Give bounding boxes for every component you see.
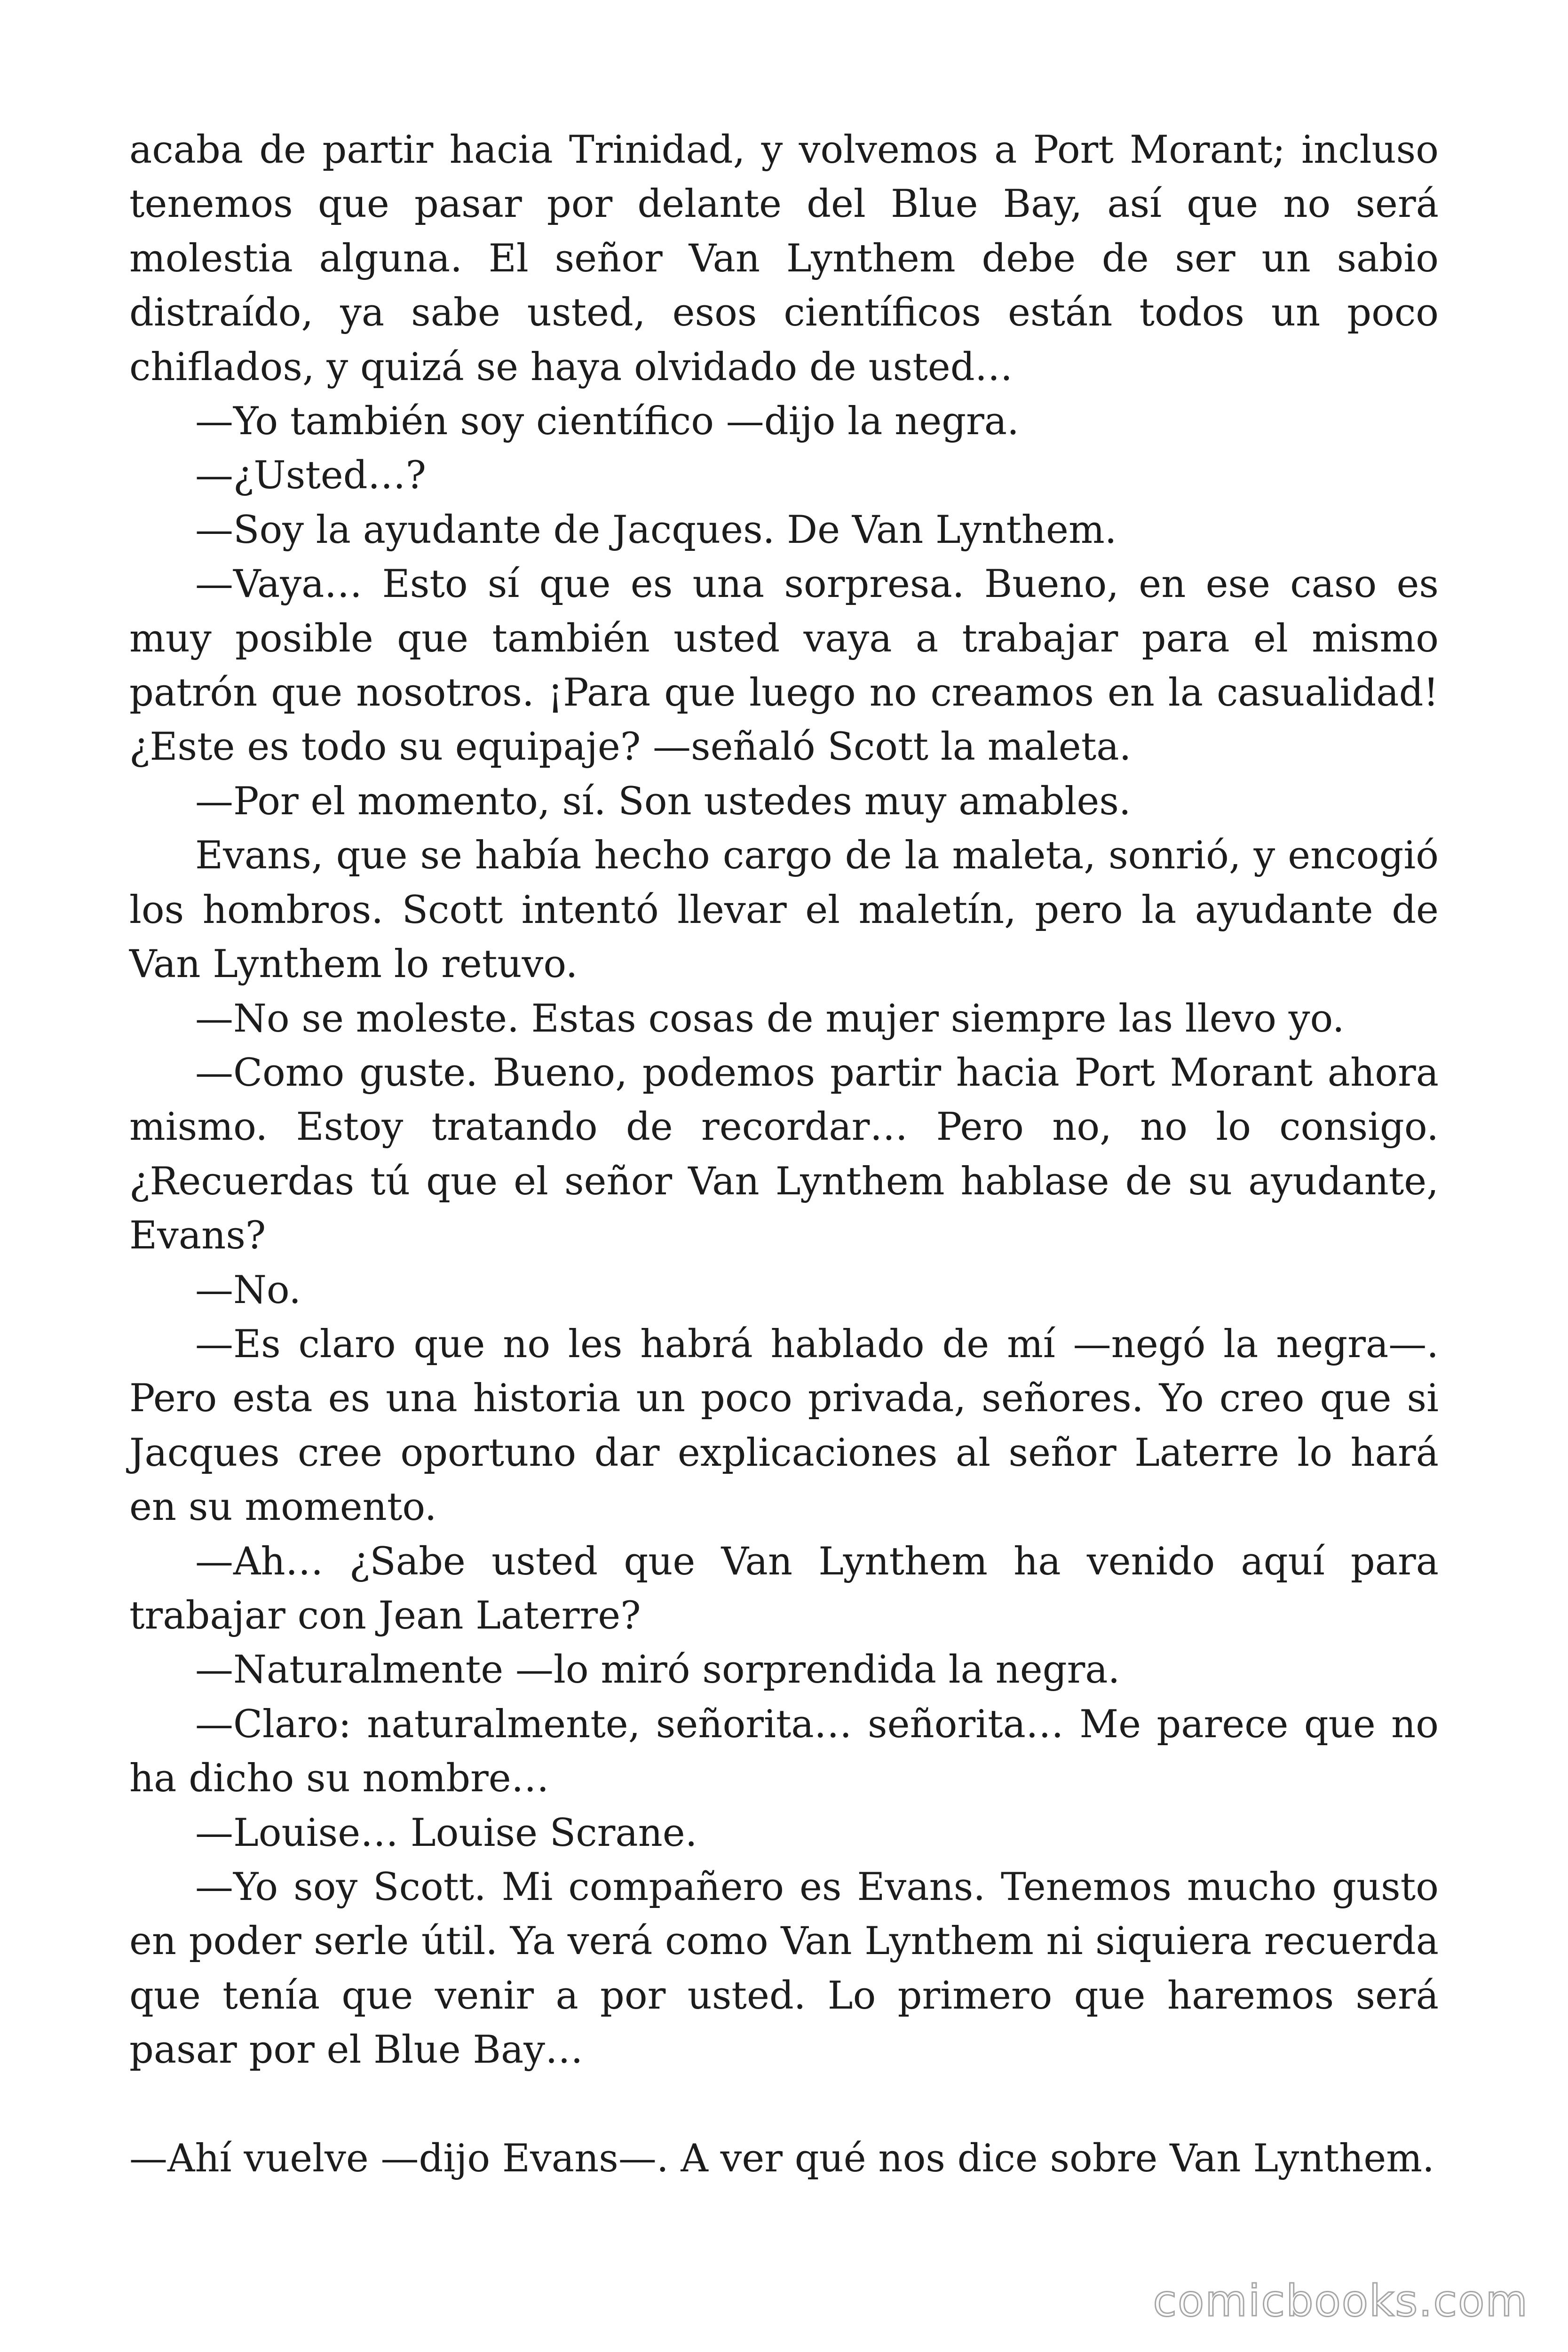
paragraph-14: —Claro: naturalmente, señorita… señorita… Me parece que no ha dicho su nombre…	[129, 1702, 1439, 1801]
text-block	[129, 123, 1439, 2186]
watermark: comicbooks.com	[1153, 2276, 1528, 2326]
paragraph-9: —Como guste. Bueno, podemos partir hacia Port Morant ahora mismo. Estoy tratando de recordar… Pero no, no lo consigo. ¿Recuerdas tú que el señor Van Lynthem hablase de su ayudante, Evans?	[129, 1050, 1439, 1258]
paragraph-15: —Louise… Louise Scrane.	[195, 1811, 697, 1855]
paragraph-12: —Ah… ¿Sabe usted que Van Lynthem ha venido aquí para trabajar con Jean Laterre?	[129, 1539, 1439, 1638]
paragraph-2: —Yo también soy científico —dijo la negra.	[195, 399, 1019, 444]
paragraph-5: —Vaya… Esto sí que es una sorpresa. Bueno, en ese caso es muy posible que también usted vaya a trabajar para el mismo patrón que nosotros. ¡Para que luego no creamos en la casualidad! ¿Este es todo su equipaje? —señaló Scott la maleta.	[129, 562, 1439, 770]
paragraph-6: —Por el momento, sí. Son ustedes muy amables.	[195, 779, 1131, 824]
paragraph-4: —Soy la ayudante de Jacques. De Van Lynthem.	[195, 508, 1117, 552]
paragraph-10: —No.	[195, 1268, 301, 1312]
paragraph-17: —Ahí vuelve —dijo Evans—. A ver qué nos dice sobre Van Lynthem.	[129, 2136, 1434, 2181]
paragraph-1: acaba de partir hacia Trinidad, y volvemos a Port Morant; incluso tenemos que pasar por delante del Blue Bay, así que no será molestia alguna. El señor Van Lynthem debe de ser un sabio distraído, ya sabe usted, esos científicos están todos un poco chiflados, y quizá se haya olvidado de usted…	[129, 128, 1439, 389]
paragraph-11: —Es claro que no les habrá hablado de mí —negó la negra—. Pero esta es una historia un poco privada, señores. Yo creo que si Jacques cree oportuno dar explicaciones al señor Laterre lo hará en su momento.	[129, 1322, 1439, 1530]
paragraph-8: —No se moleste. Estas cosas de mujer siempre las llevo yo.	[195, 996, 1345, 1041]
paragraph-16: —Yo soy Scott. Mi compañero es Evans. Tenemos mucho gusto en poder serle útil. Ya verá como Van Lynthem ni siquiera recuerda que tenía que venir a por usted. Lo primero que haremos será pasar por el Blue Bay…	[129, 1865, 1439, 2073]
paragraph-3: —¿Usted…?	[195, 453, 427, 498]
paragraph-13: —Naturalmente —lo miró sorprendida la negra.	[195, 1648, 1120, 1692]
paragraph-7: Evans, que se había hecho cargo de la maleta, sonrió, y encogió los hombros. Scott intentó llevar el maletín, pero la ayudante de Van Lynthem lo retuvo.	[129, 834, 1439, 987]
